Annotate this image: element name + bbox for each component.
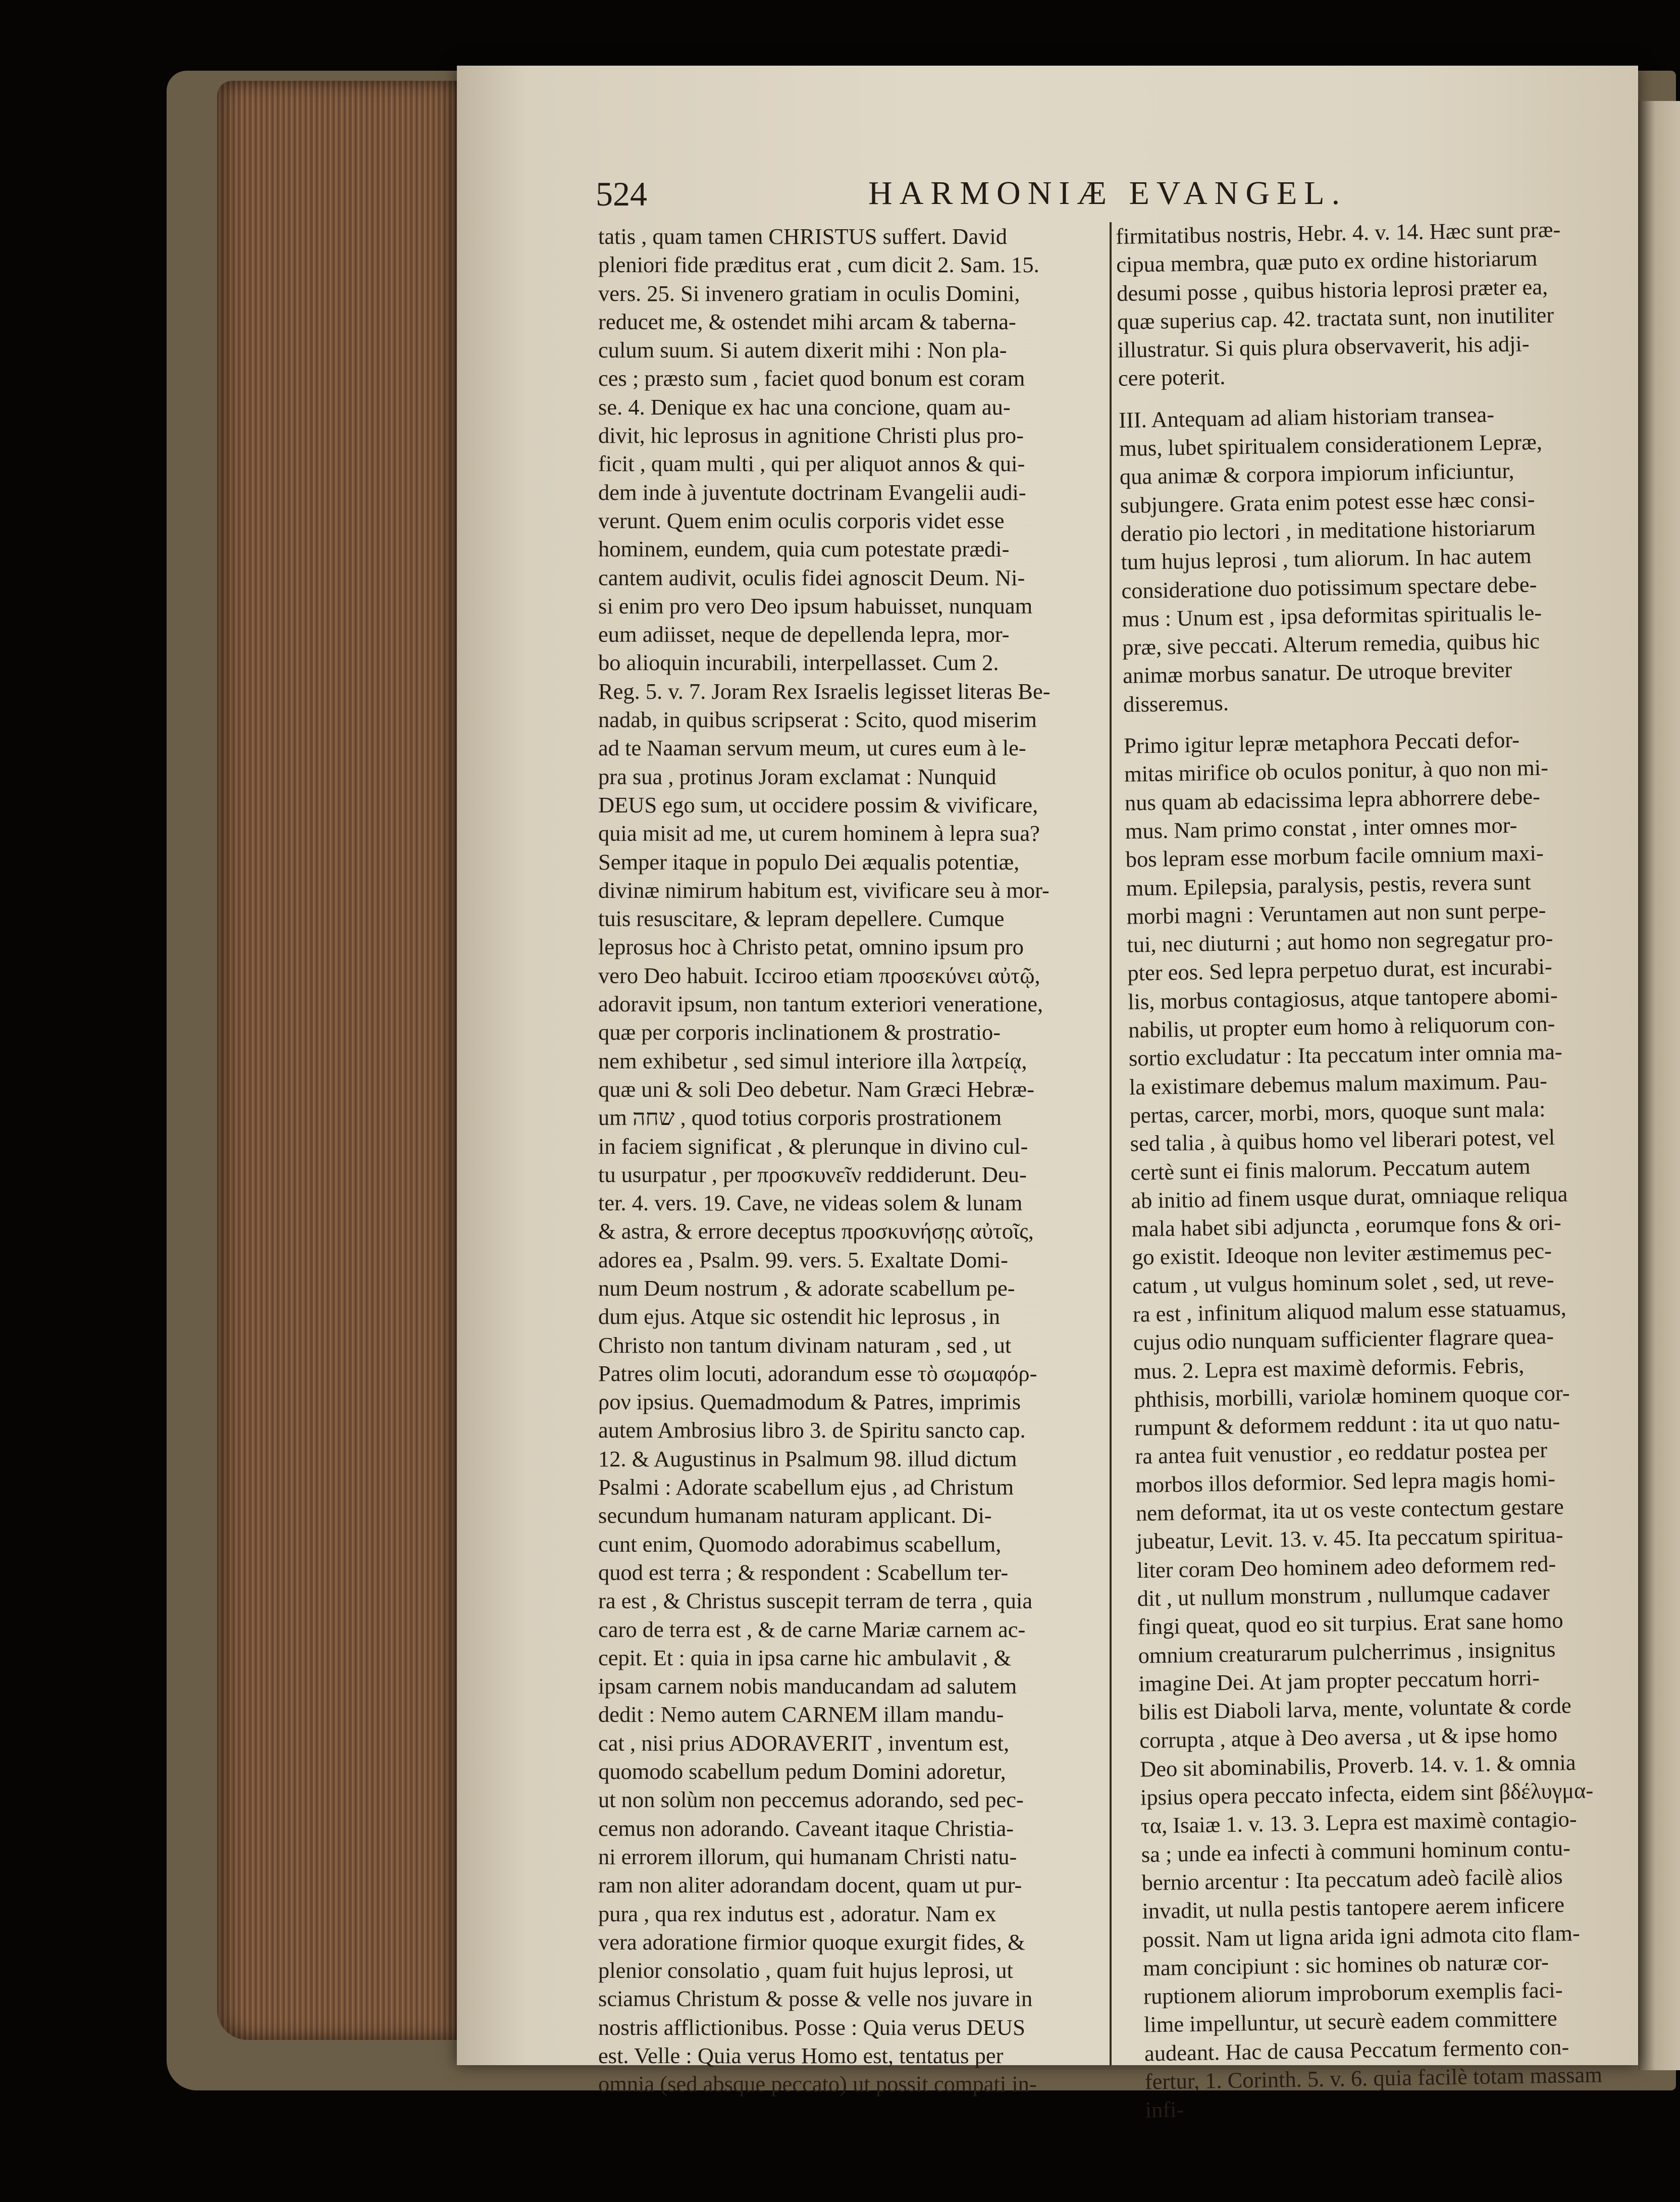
text-line: pura , qua rex indutus est , adoratur. Nam ex	[598, 1901, 996, 1926]
text-line: sa ; unde ea infecti à communi hominum contu-	[1141, 1834, 1571, 1867]
text-line: omnium creaturarum pulcherrimus , insignitus	[1138, 1636, 1556, 1668]
text-line: pra sua , protinus Joram exclamat : Nunquid	[598, 763, 996, 789]
text-line: deratio pio lectori , in meditatione historiarum	[1120, 514, 1536, 546]
text-line: bos lepram esse morbum facile omnium maxi-	[1125, 840, 1544, 873]
text-line: præ, sive peccati. Alterum remedia, quibus hic	[1122, 628, 1540, 660]
text-line: consideratione duo potissimum spectare debe-	[1121, 571, 1537, 603]
text-line: cantem audivit, oculis fidei agnoscit Deum. Ni-	[598, 565, 1025, 590]
text-line: Reg. 5. v. 7. Joram Rex Israelis legisset literas Be-	[598, 678, 1051, 704]
text-line: go existit. Ideoque non leviter æstimemus pec-	[1131, 1238, 1552, 1270]
text-line: cujus odio nunquam sufficienter flagrare quea-	[1133, 1323, 1554, 1356]
text-line: Deo sit abominabilis, Proverb. 14. v. 1. & omnia	[1139, 1749, 1576, 1782]
text-line: sed talia , à quibus homo vel liberari potest, vel	[1130, 1124, 1555, 1156]
text-line: tuis resuscitare, & lepram depellere. Cumque	[598, 906, 1005, 932]
text-line: nem deformat, ita ut os veste contectum gestare	[1135, 1494, 1564, 1526]
text-line: cat , nisi prius ADORAVERIT , inventum est,	[598, 1730, 1010, 1756]
text-line: ficit , quam multi , qui per aliquot annos & qui-	[598, 451, 1025, 477]
text-line: ra est , & Christus suscepit terram de terra , quia	[598, 1588, 1033, 1614]
text-line: ra antea fuit venustior , eo reddatur postea per	[1135, 1437, 1548, 1469]
page-number: 524	[596, 175, 647, 213]
text-line: Semper itaque in populo Dei æqualis potentiæ,	[598, 849, 1020, 875]
text-line: nadab, in quibus scripserat : Scito, quod miserim	[598, 707, 1037, 733]
page-block-edge	[217, 81, 469, 2040]
text-line: in faciem significat , & plerunque in divino cul-	[598, 1133, 1028, 1159]
text-line: & astra, & errore deceptus προσκυνήσῃς αὐτοῖς,	[598, 1218, 1034, 1244]
text-line: certè sunt ei finis malorum. Peccatum autem	[1130, 1153, 1531, 1185]
text-line: cunt enim, Quomodo adorabimus scabellum,	[598, 1531, 1002, 1557]
text-line: cere poterit.	[1118, 364, 1226, 391]
text-line: Primo igitur lepræ metaphora Peccati defor-	[1123, 727, 1520, 758]
text-line: invadit, ut nulla pestis tantopere aerem inficere	[1142, 1891, 1565, 1924]
text-line: mum. Epilepsia, paralysis, pestis, revera sunt	[1126, 868, 1532, 901]
text-line: nabilis, ut propter eum homo à reliquorum con-	[1128, 1010, 1555, 1043]
text-line: autem Ambrosius libro 3. de Spiritu sancto cap.	[598, 1417, 1026, 1443]
text-line: mitas mirifice ob oculos ponitur, à quo non mi-	[1124, 755, 1549, 787]
text-line: quia misit ad me, ut curem hominem à lepra sua?	[598, 821, 1040, 846]
text-line: reducet me, & ostendet mihi arcam & taberna-	[598, 309, 1016, 334]
left-text-column	[598, 222, 1106, 2098]
text-line: ni errorem illorum, qui humanam Christi natu-	[598, 1843, 1017, 1869]
text-line: desumi posse , quibus historia leprosi præter ea,	[1116, 274, 1548, 306]
text-line: verunt. Quem enim oculis corporis videt esse	[598, 507, 1005, 533]
text-line: vero Deo habuit. Icciroo etiam προσεκύνει αὐτῷ,	[598, 962, 1040, 988]
text-line: divinæ nimirum habitum est, vivificare seu à mor-	[598, 877, 1049, 903]
text-line: corrupta , atque à Deo aversa , ut & ipse homo	[1139, 1721, 1558, 1754]
text-line: se. 4. Denique ex hac una concione, quam au-	[598, 394, 1011, 420]
text-line: sortio excludatur : Ita peccatum inter omnia ma-	[1128, 1039, 1563, 1071]
text-line: illustratur. Si quis plura observaverit, his adji-	[1117, 331, 1530, 363]
text-line: ces ; præsto sum , faciet quod bonum est coram	[598, 366, 1025, 391]
text-line: 12. & Augustinus in Psalmum 98. illud dictum	[598, 1446, 1017, 1471]
text-line: Psalmi : Adorate scabellum ejus , ad Christum	[598, 1474, 1014, 1500]
text-line: mus. Nam primo constat , inter omnes mor-	[1125, 812, 1517, 844]
text-line: morbi magni : Veruntamen aut non sunt perpe-	[1126, 897, 1546, 929]
text-line: tatis , quam tamen CHRISTUS suffert. David	[598, 224, 1007, 249]
text-line: hominem, eundem, quia cum potestate prædi-	[598, 536, 1010, 562]
text-line: disseremus.	[1123, 690, 1229, 717]
text-line: secundum humanam naturam applicant. Di-	[598, 1503, 992, 1528]
text-line: audeant. Hac de causa Peccatum fermento con-	[1144, 2034, 1569, 2066]
text-line: nem exhibetur , sed simul interiore illa λατρείᾳ,	[598, 1048, 1027, 1073]
text-line: bernio arcentur : Ita peccatum adeò facilè alios	[1141, 1863, 1563, 1896]
text-line: ut non solùm non peccemus adorando, sed pec-	[598, 1787, 1024, 1813]
text-line: jubeatur, Levit. 13. v. 45. Ita peccatum spiritua-	[1136, 1522, 1563, 1555]
text-line: pter eos. Sed lepra perpetuo durat, est incurabi-	[1127, 954, 1553, 986]
text-line: ad te Naaman servum meum, ut cures eum à le-	[598, 735, 1026, 761]
text-line: fertur, 1. Corinth. 5. v. 6. quia facilè totam massam	[1144, 2062, 1603, 2094]
text-line: vera adoratione firmior quoque exurgit fides, &	[598, 1929, 1025, 1955]
text-line: num Deum nostrum , & adorate scabellum pe-	[598, 1275, 1015, 1301]
text-line: infi-	[1145, 2096, 1184, 2123]
text-line: culum suum. Si autem dixerit mihi : Non pla-	[598, 337, 1007, 363]
text-line: cepit. Et : quia in ipsa carne hic ambulavit , &	[598, 1645, 1012, 1670]
text-line: caro de terra est , & de carne Mariæ carnem ac-	[598, 1616, 1026, 1642]
text-line: lime impelluntur, ut securè eadem committere	[1143, 2006, 1558, 2037]
text-line: ram non aliter adorandam docent, quam ut pur-	[598, 1872, 1022, 1898]
text-line: imagine Dei. At jam propter peccatum horri-	[1138, 1665, 1540, 1697]
text-line: leprosus hoc à Christo petat, omnino ipsum pro	[598, 934, 1024, 960]
text-line: um שחה , quod totius corporis prostrationem	[598, 1105, 1002, 1131]
text-line: nostris afflictionibus. Posse : Quia verus DEUS	[598, 2014, 1025, 2040]
text-line: quæ per corporis inclinationem & prostratio-	[598, 1019, 1001, 1045]
text-line: sciamus Christum & posse & velle nos juvare in	[598, 1986, 1033, 2012]
text-line: cipua membra, quæ puto ex ordine historiarum	[1116, 245, 1538, 278]
text-line: bilis est Diaboli larva, mente, voluntate & corde	[1138, 1693, 1572, 1725]
text-line: dedit : Nemo autem CARNEM illam mandu-	[598, 1702, 1004, 1727]
text-line: ra est , infinitum aliquod malum esse statuamus,	[1132, 1295, 1567, 1327]
text-line: ab initio ad finem usque durat, omniaque reliqua	[1131, 1181, 1568, 1213]
text-line: quod est terra ; & respondent : Scabellum ter-	[598, 1559, 1009, 1585]
text-line: si enim pro vero Deo ipsum habuisset, nunquam	[598, 593, 1033, 619]
text-line: firmitatibus nostris, Hebr. 4. v. 14. Hæc sunt præ-	[1116, 217, 1561, 249]
text-line: ipsius opera peccato infecta, eidem sint βδέλυγμα-	[1140, 1777, 1594, 1810]
text-line: ruptionem aliorum improborum exemplis faci-	[1143, 1977, 1563, 2009]
text-line: la existimare debemus malum maximum. Pau-	[1129, 1067, 1548, 1100]
text-line: omnia (sed absque peccato) ut possit compati in-	[598, 2071, 1037, 2097]
running-head: HARMONIÆ EVANGEL.	[868, 175, 1347, 212]
text-line: rumpunt & deformem reddunt : ita ut quo natu-	[1134, 1408, 1560, 1441]
text-line: catum , ut vulgus hominum solet , sed, ut reve-	[1132, 1266, 1554, 1299]
text-line: dem inde à juventute doctrinam Evangelii audi-	[598, 479, 1026, 505]
text-line: mus. 2. Lepra est maximè deformis. Febris,	[1133, 1352, 1525, 1384]
text-line: ipsam carnem nobis manducandam ad salutem	[598, 1673, 1017, 1699]
text-line: est. Velle : Quia verus Homo est, tentatus per	[598, 2043, 1004, 2068]
text-line: ter. 4. vers. 19. Cave, ne videas solem & lunam	[598, 1190, 1023, 1216]
text-line: pleniori fide præditus erat , cum dicit 2. Sam. 15.	[598, 252, 1039, 278]
text-line: bo alioquin incurabili, interpellasset. Cum 2.	[598, 650, 999, 676]
text-line: mala habet sibi adjuncta , eorumque fons & ori-	[1131, 1209, 1562, 1242]
text-line: eum adiisset, neque de depellenda lepra, mor-	[598, 622, 1010, 647]
text-line: pertas, carcer, morbi, mors, quoque sunt mala:	[1129, 1096, 1546, 1128]
text-line: DEUS ego sum, ut occidere possim & vivificare,	[598, 792, 1038, 817]
text-line: tum hujus leprosi , tum aliorum. In hac autem	[1121, 543, 1532, 575]
text-line: qua animæ & corpora impiorum inficiuntur,	[1119, 458, 1514, 490]
text-line: quæ uni & soli Deo debetur. Nam Græci Hebræ-	[598, 1076, 1034, 1102]
text-line: mus, lubet spiritualem considerationem Lepræ,	[1119, 429, 1543, 462]
text-line: divit, hic leprosus in agnitione Christi plus pro-	[598, 423, 1024, 448]
text-line: cemus non adorando. Caveant itaque Christia-	[598, 1815, 1014, 1841]
text-line: quæ superius cap. 42. tractata sunt, non inutiliter	[1117, 302, 1554, 334]
text-line: mam concipiunt : sic homines ob naturæ cor-	[1142, 1949, 1549, 1981]
text-line: phthisis, morbilli, variolæ hominem quoque cor-	[1134, 1380, 1570, 1412]
text-line: vers. 25. Si invenero gratiam in oculis Domini,	[598, 280, 1020, 306]
text-line: adores ea , Psalm. 99. vers. 5. Exaltate Domi-	[598, 1247, 1008, 1272]
text-line: animæ morbus sanatur. De utroque breviter	[1122, 657, 1512, 689]
text-line: tu usurpatur , per προσκυνεῖν reddiderunt. Deu-	[598, 1161, 1027, 1187]
text-line: possit. Nam ut ligna arida igni admota cito flam-	[1142, 1920, 1581, 1953]
facing-page-edge	[1638, 101, 1680, 2070]
text-line: fingi queat, quod eo sit turpius. Erat sane homo	[1137, 1607, 1563, 1640]
text-line: dit , ut nullum monstrum , nullumque cadaver	[1137, 1579, 1550, 1611]
column-rule	[1110, 222, 1112, 2065]
text-line: mus : Unum est , ipsa deformitas spiritualis le-	[1121, 599, 1542, 632]
text-line: liter coram Deo hominem adeo deformem red-	[1136, 1551, 1556, 1583]
text-line: quomodo scabellum pedum Domini adoretur,	[598, 1759, 1006, 1784]
text-line: plenior consolatio , quam fuit hujus leprosi, ut	[598, 1958, 1013, 1983]
text-line: III. Antequam ad aliam historiam transea-	[1118, 401, 1495, 433]
text-line: lis, morbus contagiosus, atque tantopere abomi-	[1127, 982, 1558, 1014]
text-line: Christo non tantum divinam naturam , sed , ut	[598, 1332, 1012, 1358]
text-line: dum ejus. Atque sic ostendit hic leprosus , in	[598, 1304, 1000, 1329]
text-line: τα, Isaiæ 1. v. 13. 3. Lepra est maximè contagio-	[1140, 1806, 1578, 1838]
text-line: nus quam ab edacissima lepra abhorrere debe-	[1124, 783, 1541, 815]
text-line: Patres olim locuti, adorandum esse τὸ σωμαφόρ-	[598, 1360, 1037, 1386]
text-line: morbos illos deformior. Sed lepra magis homi-	[1135, 1465, 1556, 1498]
text-line: ρον ipsius. Quemadmodum & Patres, imprimis	[598, 1389, 1021, 1415]
right-text-column	[1116, 215, 1630, 2124]
text-line: adoravit ipsum, non tantum exteriori veneratione,	[598, 991, 1043, 1017]
text-line: subjungere. Grata enim potest esse hæc consi-	[1120, 486, 1535, 518]
text-line: tui, nec diuturni ; aut homo non segregatur pro-	[1127, 925, 1553, 957]
